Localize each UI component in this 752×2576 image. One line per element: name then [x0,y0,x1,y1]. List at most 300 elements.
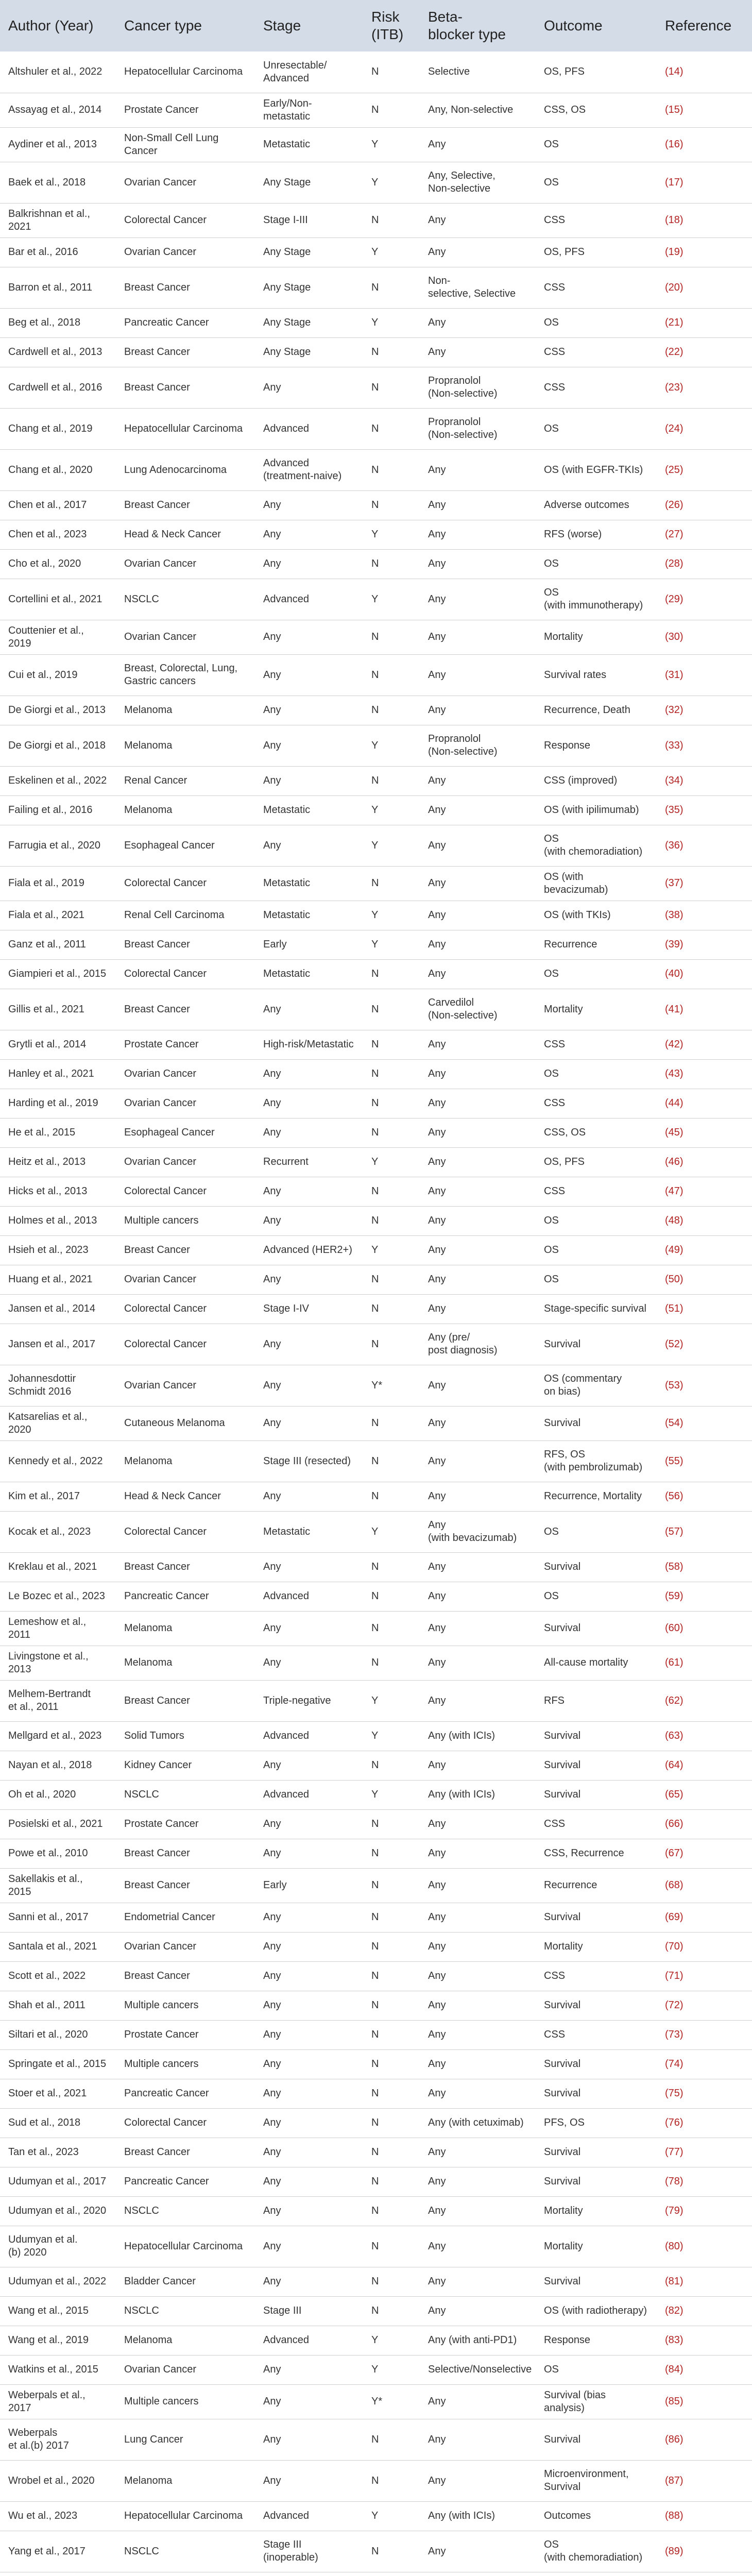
cell-reference[interactable]: (75) [657,2079,752,2108]
cell-cancer-type: Colorectal Cancer [116,1294,255,1324]
cell-cancer-type: Breast Cancer [116,2138,255,2167]
cell-cancer-type: Breast Cancer [116,1235,255,1265]
cell-stage: Any [255,2267,363,2296]
cell-beta-blocker-type: Any [420,1809,536,1839]
cell-reference[interactable]: (59) [657,1582,752,1611]
cell-reference[interactable]: (60) [657,1611,752,1646]
cell-author-year: Baek et al., 2018 [0,162,116,203]
cell-stage: Any [255,1118,363,1147]
cell-cancer-type: Ovarian Cancer [116,162,255,203]
cell-stage: Any [255,725,363,766]
cell-outcome: OS, PFS [536,1147,657,1177]
cell-reference[interactable]: (24) [657,408,752,449]
cell-outcome: Microenvironment, Survival [536,2460,657,2501]
cell-outcome: RFS [536,1680,657,1721]
cell-reference[interactable]: (26) [657,490,752,520]
cell-cancer-type: Melanoma [116,1611,255,1646]
cell-reference[interactable]: (42) [657,1030,752,1059]
cell-beta-blocker-type: Any [420,2167,536,2196]
cell-stage: Any [255,1089,363,1118]
header-stage: Stage [263,18,301,34]
cell-risk-itb: N [363,866,420,901]
cell-reference[interactable]: (84) [657,2355,752,2384]
cell-reference[interactable]: (35) [657,795,752,825]
cell-reference[interactable]: (40) [657,959,752,989]
cell-reference[interactable]: (33) [657,725,752,766]
cell-risk-itb: N [363,696,420,725]
table-row [0,1751,752,1780]
cell-reference[interactable]: (50) [657,1265,752,1294]
cell-cancer-type: Esophageal Cancer [116,825,255,866]
cell-stage: Any [255,2355,363,2384]
cell-reference[interactable]: (34) [657,766,752,795]
cell-reference[interactable]: (51) [657,1294,752,1324]
table-row [0,1721,752,1751]
cell-reference[interactable]: (38) [657,901,752,930]
cell-cancer-type: Prostate Cancer [116,93,255,127]
cell-reference[interactable]: (63) [657,1721,752,1751]
cell-outcome: Recurrence, Mortality [536,1482,657,1511]
cell-stage: Any [255,1751,363,1780]
table-row [0,1839,752,1868]
cell-cancer-type: Cutaneous Melanoma [116,1406,255,1440]
cell-outcome: OS [536,1511,657,1552]
cell-stage: Any [255,696,363,725]
cell-risk-itb: N [363,1552,420,1582]
cell-stage: Metastatic [255,1511,363,1552]
cell-reference[interactable]: (15) [657,93,752,127]
table-row [0,2296,752,2326]
cell-cancer-type: Ovarian Cancer [116,2355,255,2384]
cell-risk-itb: N [363,766,420,795]
cell-outcome: Survival [536,2138,657,2167]
cell-reference[interactable]: (52) [657,1324,752,1365]
cell-reference[interactable]: (72) [657,1991,752,2020]
cell-stage: Any [255,1059,363,1089]
cell-cancer-type: Esophageal Cancer [116,1118,255,1147]
cell-reference[interactable]: (17) [657,162,752,203]
cell-beta-blocker-type: Any [420,127,536,162]
header-outcome: Outcome [544,18,603,34]
table-row [0,1961,752,1991]
cell-reference[interactable]: (89) [657,2531,752,2572]
cell-reference[interactable]: (18) [657,203,752,238]
cell-reference[interactable]: (30) [657,620,752,654]
cell-cancer-type: Breast, Colorectal, Lung, Gastric cancers [116,654,255,696]
cell-risk-itb: N [363,2108,420,2138]
cell-reference[interactable]: (70) [657,1932,752,1961]
cell-beta-blocker-type: Any [420,2020,536,2049]
cell-risk-itb: N [363,1839,420,1868]
cell-cancer-type: Multiple cancers [116,1206,255,1235]
cell-reference[interactable]: (32) [657,696,752,725]
cell-stage: Any [255,1991,363,2020]
cell-beta-blocker-type: Any [420,795,536,825]
cell-author-year: Failing et al., 2016 [0,795,116,825]
cell-beta-blocker-type: Any [420,1751,536,1780]
header-author-year: Author (Year) [8,18,94,34]
cell-stage: Early [255,1868,363,1903]
cell-cancer-type: Ovarian Cancer [116,1147,255,1177]
table-row [0,2384,752,2419]
cell-risk-itb: N [363,1903,420,1932]
table-row [0,408,752,449]
table-row [0,1206,752,1235]
cell-cancer-type: Breast Cancer [116,367,255,408]
cell-beta-blocker-type: Any [420,238,536,267]
cell-stage [255,2572,363,2576]
cell-author-year: Kim et al., 2017 [0,1482,116,1511]
cell-author-year: Scott et al., 2022 [0,1961,116,1991]
cell-outcome: Survival [536,2079,657,2108]
cell-beta-blocker-type: Any (with anti-PD1) [420,2326,536,2355]
cell-stage: Advanced [255,1582,363,1611]
cell-author-year: Wang et al., 2019 [0,2326,116,2355]
cell-reference[interactable]: (66) [657,1809,752,1839]
cell-outcome: Survival [536,2267,657,2296]
cell-reference[interactable]: (27) [657,520,752,549]
cell-stage: Stage I-IV [255,1294,363,1324]
table-row [0,696,752,725]
cell-reference[interactable]: (57) [657,1511,752,1552]
table-row [0,449,752,490]
cell-stage: Any [255,367,363,408]
table-row [0,2355,752,2384]
cell-risk-itb: N [363,2049,420,2079]
cell-risk-itb: Y [363,1511,420,1552]
cell-reference[interactable]: (86) [657,2419,752,2460]
table-row [0,1089,752,1118]
cell-author-year: He et al., 2015 [0,1118,116,1147]
cell-risk-itb [363,2572,420,2576]
cell-outcome: OS, PFS [536,52,657,93]
table-row [0,549,752,579]
cell-reference[interactable]: (88) [657,2501,752,2531]
cell-cancer-type: Ovarian Cancer [116,1059,255,1089]
table-row [0,1365,752,1406]
cell-reference[interactable]: (69) [657,1903,752,1932]
cell-risk-itb: Y [363,1721,420,1751]
table-row [0,1324,752,1365]
table-row [0,725,752,766]
cell-reference[interactable]: (83) [657,2326,752,2355]
cell-cancer-type: Pancreatic Cancer [116,2167,255,2196]
cell-beta-blocker-type: Any [420,1582,536,1611]
cell-author-year: Hanley et al., 2021 [0,1059,116,1089]
cell-beta-blocker-type: Any [420,1147,536,1177]
cell-author-year: Watkins et al., 2015 [0,2355,116,2384]
table-row [0,1059,752,1089]
cell-risk-itb: Y [363,520,420,549]
cell-reference[interactable]: (81) [657,2267,752,2296]
cell-stage: Stage III (inoperable) [255,2531,363,2572]
cell-risk-itb: Y [363,725,420,766]
cell-beta-blocker-type: Propranolol (Non-selective) [420,725,536,766]
cell-reference[interactable]: (44) [657,1089,752,1118]
cell-reference[interactable]: (54) [657,1406,752,1440]
cell-cancer-type: Ovarian Cancer [116,1365,255,1406]
cell-author-year: Melhem-Bertrandt et al., 2011 [0,1680,116,1721]
cell-author-year: Posielski et al., 2021 [0,1809,116,1839]
cell-beta-blocker-type: Any [420,2267,536,2296]
table-row [0,1406,752,1440]
table-row [0,2326,752,2355]
cell-stage: Early/Non-metastatic [255,93,363,127]
cell-risk-itb: N [363,1751,420,1780]
cell-beta-blocker-type: Any [420,901,536,930]
cell-reference[interactable]: (25) [657,449,752,490]
cell-outcome: OS (with TKIs) [536,901,657,930]
cell-reference[interactable]: (41) [657,989,752,1030]
cell-outcome: Response [536,725,657,766]
table-row [0,866,752,901]
cell-cancer-type: Breast Cancer [116,1868,255,1903]
cell-cancer-type: Colorectal Cancer [116,866,255,901]
cell-risk-itb: Y [363,1780,420,1809]
cell-reference[interactable]: (37) [657,866,752,901]
cell-risk-itb: Y* [363,1365,420,1406]
cell-stage: Any [255,1903,363,1932]
cell-outcome: CSS [536,2020,657,2049]
cell-reference[interactable]: (29) [657,579,752,620]
cell-reference[interactable]: (31) [657,654,752,696]
cell-outcome: OS [536,308,657,337]
cell-cancer-type: Lung Cancer [116,2419,255,2460]
cell-beta-blocker-type: Any [420,1991,536,2020]
cell-stage: Metastatic [255,795,363,825]
cell-author-year: Huang et al., 2021 [0,1265,116,1294]
cell-author-year: Assayag et al., 2014 [0,93,116,127]
cell-reference[interactable]: (21) [657,308,752,337]
cell-stage: Any [255,1365,363,1406]
cell-author-year: Weberpals et al., 2017 [0,2384,116,2419]
cell-reference[interactable]: (56) [657,1482,752,1511]
cell-outcome: Survival [536,1406,657,1440]
cell-cancer-type: Prostate Cancer [116,1809,255,1839]
cell-author-year: Sakellakis et al., 2015 [0,1868,116,1903]
cell-beta-blocker-type: Selective [420,52,536,93]
cell-reference[interactable]: (55) [657,1440,752,1482]
cell-outcome: CSS [536,1030,657,1059]
table-row [0,1582,752,1611]
cell-reference[interactable]: (64) [657,1751,752,1780]
cell-reference[interactable]: (45) [657,1118,752,1147]
cell-author-year: Fiala et al., 2021 [0,901,116,930]
cell-reference[interactable] [657,2572,752,2576]
cell-cancer-type: Colorectal Cancer [116,1324,255,1365]
table-row [0,1177,752,1206]
cell-reference[interactable]: (47) [657,1177,752,1206]
cell-beta-blocker-type: Any [420,490,536,520]
cell-stage: Any [255,1552,363,1582]
cell-outcome: Survival [536,2049,657,2079]
cell-outcome: Response [536,2326,657,2355]
cell-stage: Any [255,1809,363,1839]
table-row [0,2419,752,2460]
cell-risk-itb: Y [363,1680,420,1721]
cell-stage: Any [255,2049,363,2079]
cell-outcome: CSS [536,203,657,238]
cell-author-year: Barron et al., 2011 [0,267,116,308]
cell-reference[interactable]: (61) [657,1646,752,1680]
cell-outcome: OS [536,127,657,162]
cell-reference[interactable]: (39) [657,930,752,959]
table-row [0,901,752,930]
cell-beta-blocker-type: Any [420,1680,536,1721]
cell-reference[interactable]: (48) [657,1206,752,1235]
cell-cancer-type: Breast Cancer [116,490,255,520]
cell-risk-itb: Y [363,238,420,267]
cell-risk-itb: Y [363,901,420,930]
cell-risk-itb: N [363,1440,420,1482]
cell-author-year: Kennedy et al., 2022 [0,1440,116,1482]
cell-outcome: Survival [536,1721,657,1751]
cell-reference[interactable]: (36) [657,825,752,866]
cell-outcome: OS (with ipilimumab) [536,795,657,825]
cell-author-year: Oh et al., 2020 [0,1780,116,1809]
cell-author-year: Harding et al., 2019 [0,1089,116,1118]
cell-author-year: Ganz et al., 2011 [0,930,116,959]
cell-outcome: OS [536,162,657,203]
cell-author-year: Katsarelias et al., 2020 [0,1406,116,1440]
cell-reference[interactable]: (79) [657,2196,752,2226]
cell-reference[interactable]: (28) [657,549,752,579]
cell-cancer-type: Bladder Cancer [116,2267,255,2296]
cell-cancer-type: Ovarian Cancer [116,549,255,579]
cell-author-year: Bar et al., 2016 [0,238,116,267]
cell-author-year: Tan et al., 2023 [0,2138,116,2167]
cell-beta-blocker-type: Any (with ICIs) [420,1780,536,1809]
cell-reference[interactable]: (65) [657,1780,752,1809]
table-row [0,2020,752,2049]
cell-risk-itb: N [363,2196,420,2226]
cell-outcome: CSS [536,1177,657,1206]
cell-reference[interactable]: (20) [657,267,752,308]
cell-reference[interactable]: (68) [657,1868,752,1903]
table-row [0,1903,752,1932]
cell-reference[interactable]: (76) [657,2108,752,2138]
cell-stage: Recurrent [255,1147,363,1177]
cell-reference[interactable]: (14) [657,52,752,93]
cell-reference[interactable]: (53) [657,1365,752,1406]
cell-cancer-type: Melanoma [116,696,255,725]
cell-risk-itb: N [363,2226,420,2267]
cell-cancer-type: Renal Cell Carcinoma [116,901,255,930]
table-row [0,1440,752,1482]
cell-reference[interactable]: (58) [657,1552,752,1582]
cell-stage: Any [255,1324,363,1365]
cell-reference[interactable]: (23) [657,367,752,408]
cell-risk-itb: N [363,1611,420,1646]
cell-reference[interactable]: (71) [657,1961,752,1991]
table-row [0,308,752,337]
cell-risk-itb: N [363,1868,420,1903]
table-row [0,162,752,203]
cell-cancer-type: Breast Cancer [116,337,255,367]
table-row [0,1868,752,1903]
cell-author-year: Balkrishnan et al., 2021 [0,203,116,238]
cell-beta-blocker-type: Any [420,1903,536,1932]
cell-stage: Any Stage [255,238,363,267]
table-row [0,1030,752,1059]
cell-risk-itb: N [363,1582,420,1611]
cell-cancer-type: Lung Adenocarcinoma [116,449,255,490]
cell-stage: Metastatic [255,959,363,989]
cell-reference[interactable]: (80) [657,2226,752,2267]
table-row [0,579,752,620]
cell-reference[interactable]: (22) [657,337,752,367]
table-row [0,93,752,127]
cell-risk-itb: N [363,1089,420,1118]
table-row [0,1294,752,1324]
cell-reference[interactable]: (85) [657,2384,752,2419]
header-beta-blocker-type: Beta- blocker type [428,9,506,42]
cell-reference[interactable]: (73) [657,2020,752,2049]
cell-stage: Any [255,2079,363,2108]
cell-stage: Advanced [255,1721,363,1751]
cell-risk-itb: N [363,203,420,238]
cell-outcome: CSS [536,1961,657,1991]
cell-cancer-type [116,2572,255,2576]
cell-outcome: All-cause mortality [536,1646,657,1680]
cell-reference[interactable]: (43) [657,1059,752,1089]
cell-author-year: Sanni et al., 2017 [0,1903,116,1932]
cell-outcome: Outcomes [536,2501,657,2531]
cell-reference[interactable]: (74) [657,2049,752,2079]
cell-reference[interactable]: (62) [657,1680,752,1721]
cell-reference[interactable]: (82) [657,2296,752,2326]
cell-reference[interactable]: (77) [657,2138,752,2167]
cell-reference[interactable]: (16) [657,127,752,162]
cell-risk-itb: N [363,2079,420,2108]
cell-cancer-type: Ovarian Cancer [116,620,255,654]
cell-beta-blocker-type: Any [420,1482,536,1511]
cell-outcome: Mortality [536,2226,657,2267]
cell-stage: Any [255,490,363,520]
cell-outcome: OS [536,1265,657,1294]
table-row [0,1118,752,1147]
cell-reference[interactable]: (87) [657,2460,752,2501]
cell-cancer-type: Ovarian Cancer [116,1932,255,1961]
cell-outcome: OS [536,1206,657,1235]
cell-cancer-type: Prostate Cancer [116,2020,255,2049]
cell-author-year: Powe et al., 2010 [0,1839,116,1868]
cell-beta-blocker-type: Any [420,1611,536,1646]
cell-stage: Any [255,1961,363,1991]
cell-stage: Any [255,2384,363,2419]
cell-beta-blocker-type: Any (with bevacizumab) [420,1511,536,1552]
header-cancer-type: Cancer type [124,18,202,34]
cell-reference[interactable]: (46) [657,1147,752,1177]
cell-outcome: Recurrence [536,1868,657,1903]
cell-stage: Any Stage [255,337,363,367]
cell-reference[interactable]: (67) [657,1839,752,1868]
cell-beta-blocker-type: Any [420,866,536,901]
cell-reference[interactable]: (78) [657,2167,752,2196]
cell-stage: Any [255,825,363,866]
cell-author-year: Mellgard et al., 2023 [0,1721,116,1751]
cell-cancer-type: Breast Cancer [116,1839,255,1868]
cell-reference[interactable]: (19) [657,238,752,267]
cell-cancer-type: Colorectal Cancer [116,2108,255,2138]
cell-author-year: Wu et al., 2023 [0,2501,116,2531]
cell-beta-blocker-type: Any (with ICIs) [420,2501,536,2531]
cell-author-year: Weberpals et al.(b) 2017 [0,2419,116,2460]
cell-author-year: Eskelinen et al., 2022 [0,766,116,795]
cell-cancer-type: NSCLC [116,2196,255,2226]
cell-stage: Early [255,930,363,959]
cell-reference[interactable]: (49) [657,1235,752,1265]
